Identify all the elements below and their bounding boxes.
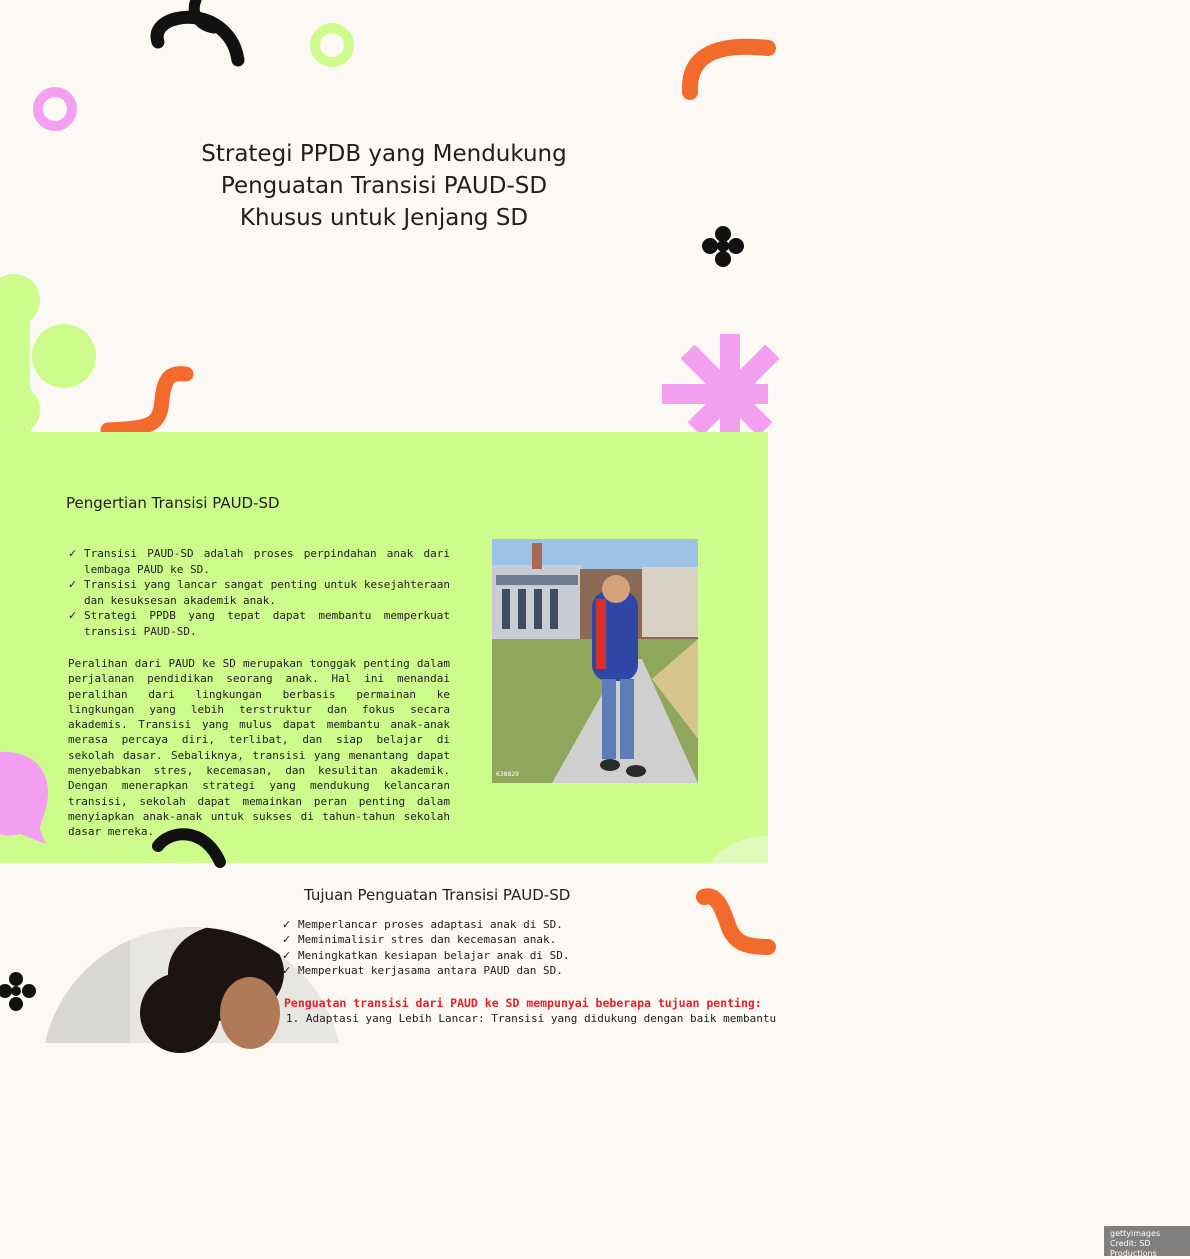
section-title-tujuan: Tujuan Penguatan Transisi PAUD-SD — [304, 886, 571, 904]
black-clover-shape — [702, 226, 744, 267]
check-icon: ✓ — [68, 578, 78, 591]
tujuan-checklist — [282, 917, 582, 978]
lime-ring-shape — [315, 28, 349, 62]
check-icon: ✓ — [68, 547, 78, 560]
lime-flower-shape — [0, 274, 96, 436]
list-item: ✓ Memperlancar proses adaptasi anak di SD. — [282, 918, 563, 931]
orange-swoosh-shape — [108, 374, 186, 430]
orange-arc-shape — [690, 47, 768, 92]
photo-credit — [1104, 1226, 1190, 1256]
section-title-pengertian: Pengertian Transisi PAUD-SD — [66, 494, 280, 512]
page-title — [150, 138, 618, 234]
title-line: Strategi PPDB yang Mendukung — [201, 141, 567, 167]
check-icon: ✓ — [282, 918, 292, 931]
tujuan-highlight-text: Penguatan transisi dari PAUD ke SD mempunyai beberapa tujuan penting: — [284, 996, 762, 1010]
list-item: ✓ Transisi yang lancar sangat penting untuk kesejahteraan dan kesuksesan akademik anak. — [68, 578, 450, 607]
photo-credit-text: Credit: SD Productions — [1110, 1239, 1157, 1258]
orange-hook-shape — [704, 896, 768, 947]
black-clover-shape — [0, 972, 36, 1011]
list-item: ✓ Meningkatkan kesiapan belajar anak di SD. — [282, 948, 570, 962]
photo-credit-brand: gettyimages — [1110, 1229, 1161, 1238]
lime-heart-shape — [710, 836, 768, 864]
check-icon: ✓ — [68, 609, 78, 622]
pink-ring-shape — [38, 92, 72, 126]
list-item: ✓ Meminimalisir stres dan kecemasan anak. — [282, 933, 557, 947]
check-icon: ✓ — [282, 948, 292, 962]
photo-watermark: 638829 — [496, 771, 519, 778]
photo-illustration — [492, 539, 698, 783]
pengertian-paragraph: Peralihan dari PAUD ke SD merupakan tonggak penting dalam perjalanan pendidikan seorang anak. Hal ini menandai peralihan dari lingkungan berbasis permainan ke lingkungan yang lebih terstruktur dan fokus secara akademis. Transisi yang mulus dapat membantu anak-anak merasa percaya diri, terlibat, dan siap belajar di sekolah dasar. Sebaliknya, transisi yang menantang dapat menyebabkan stres, kecemasan, dan kesulitan akademik. Dengan menerapkan strategi yang mendukung kelancaran transisi, sekolah dapat memainkan peran penting dalam menyiapkan anak-anak untuk sukses di tahun-tahun sekolah dasar mereka. — [68, 657, 450, 839]
pink-speech-bubble-shape — [0, 752, 48, 844]
list-item: ✓ Strategi PPDB yang tepat dapat membantu memperkuat transisi PAUD-SD. — [68, 609, 450, 638]
check-icon: ✓ — [282, 933, 292, 947]
tujuan-subpoint-text: 1. Adaptasi yang Lebih Lancar: Transisi yang didukung dengan baik membantu — [286, 1012, 777, 1025]
title-line: Penguatan Transisi PAUD-SD — [220, 173, 548, 199]
list-item: ✓ Memperkuat kerjasama antara PAUD dan SD. — [282, 963, 563, 977]
pink-asterisk-shape — [662, 334, 779, 436]
pengertian-checklist — [68, 546, 450, 639]
check-icon: ✓ — [282, 963, 292, 977]
list-item: ✓ Transisi PAUD-SD adalah proses perpindahan anak dari lembaga PAUD ke SD. — [68, 547, 450, 576]
title-line: Khusus untuk Jenjang SD — [239, 205, 529, 231]
